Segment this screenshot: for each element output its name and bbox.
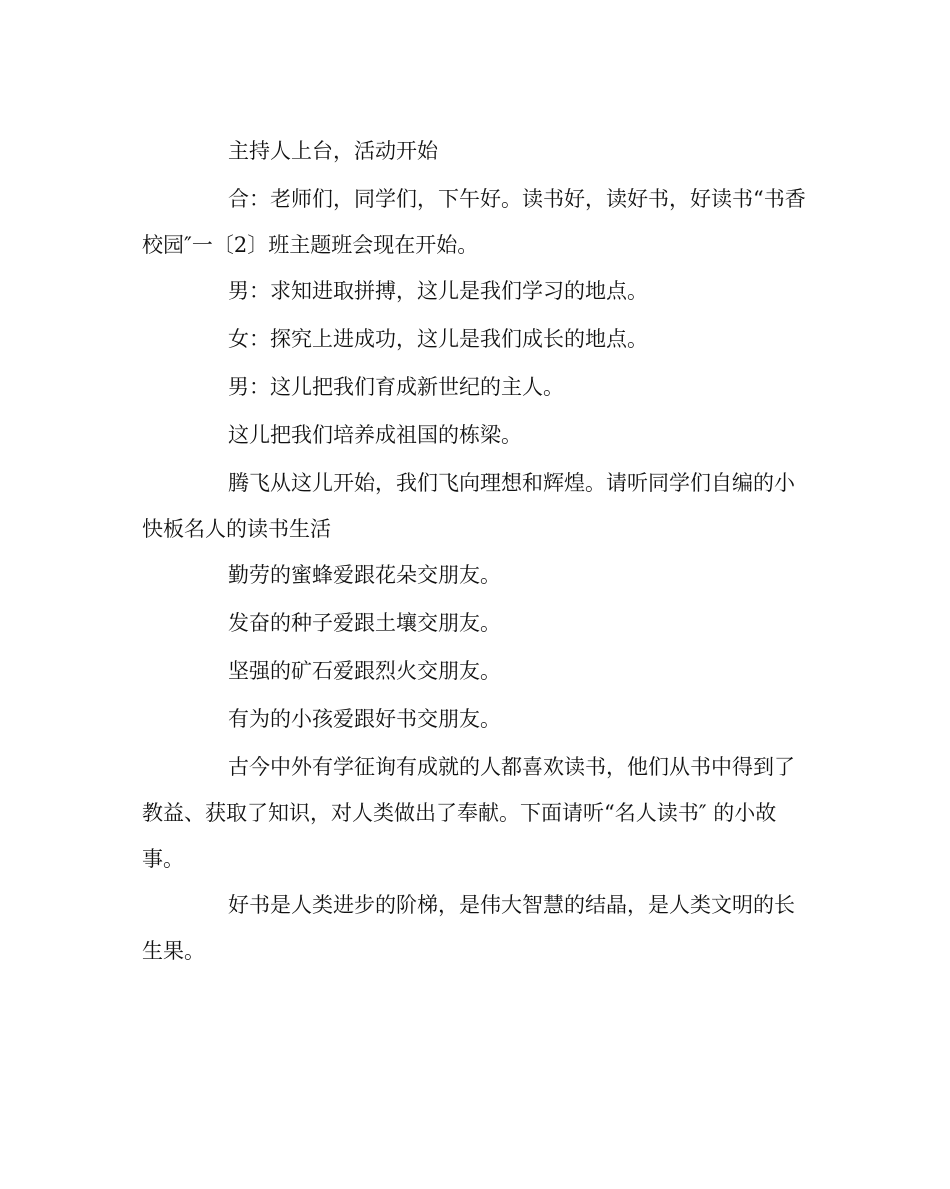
paragraph-opening: 合：老师们，同学们，下午好。读书好，读好书，好读书“书香校园″一〔2〕班主题班会现在开始。 — [142, 187, 806, 257]
paragraph-soar: 腾飞从这儿开始，我们飞向理想和辉煌。请听同学们自编的小快板名人的读书生活 — [142, 471, 795, 541]
paragraph-good-books: 好书是人类进步的阶梯，是伟大智慧的结晶，是人类文明的长生果。 — [142, 893, 795, 963]
paragraph-child: 有为的小孩爱跟好书交朋友。 — [228, 707, 501, 731]
paragraph-seed: 发奋的种子爱跟土壤交朋友。 — [228, 611, 501, 635]
paragraph-bee: 勤劳的蜜蜂爱跟花朵交朋友。 — [228, 563, 501, 587]
paragraph-famous-readers: 古今中外有学征询有成就的人都喜欢读书，他们从书中得到了教益、获取了知识，对人类做出了奉献。下面请听“名人读书″ 的小故事。 — [142, 755, 795, 871]
paragraph-male-2: 男：这儿把我们育成新世纪的主人。 — [228, 375, 564, 399]
paragraph-pillar: 这儿把我们培养成祖国的栋梁。 — [228, 423, 522, 447]
paragraph-male-1: 男：求知进取拼搏，这儿是我们学习的地点。 — [228, 279, 648, 303]
document-body — [142, 128, 806, 974]
paragraph-female-1: 女：探究上进成功，这儿是我们成长的地点。 — [228, 327, 648, 351]
paragraph-host-intro: 主持人上台，活动开始 — [228, 139, 438, 163]
paragraph-ore: 坚强的矿石爱跟烈火交朋友。 — [228, 659, 501, 683]
